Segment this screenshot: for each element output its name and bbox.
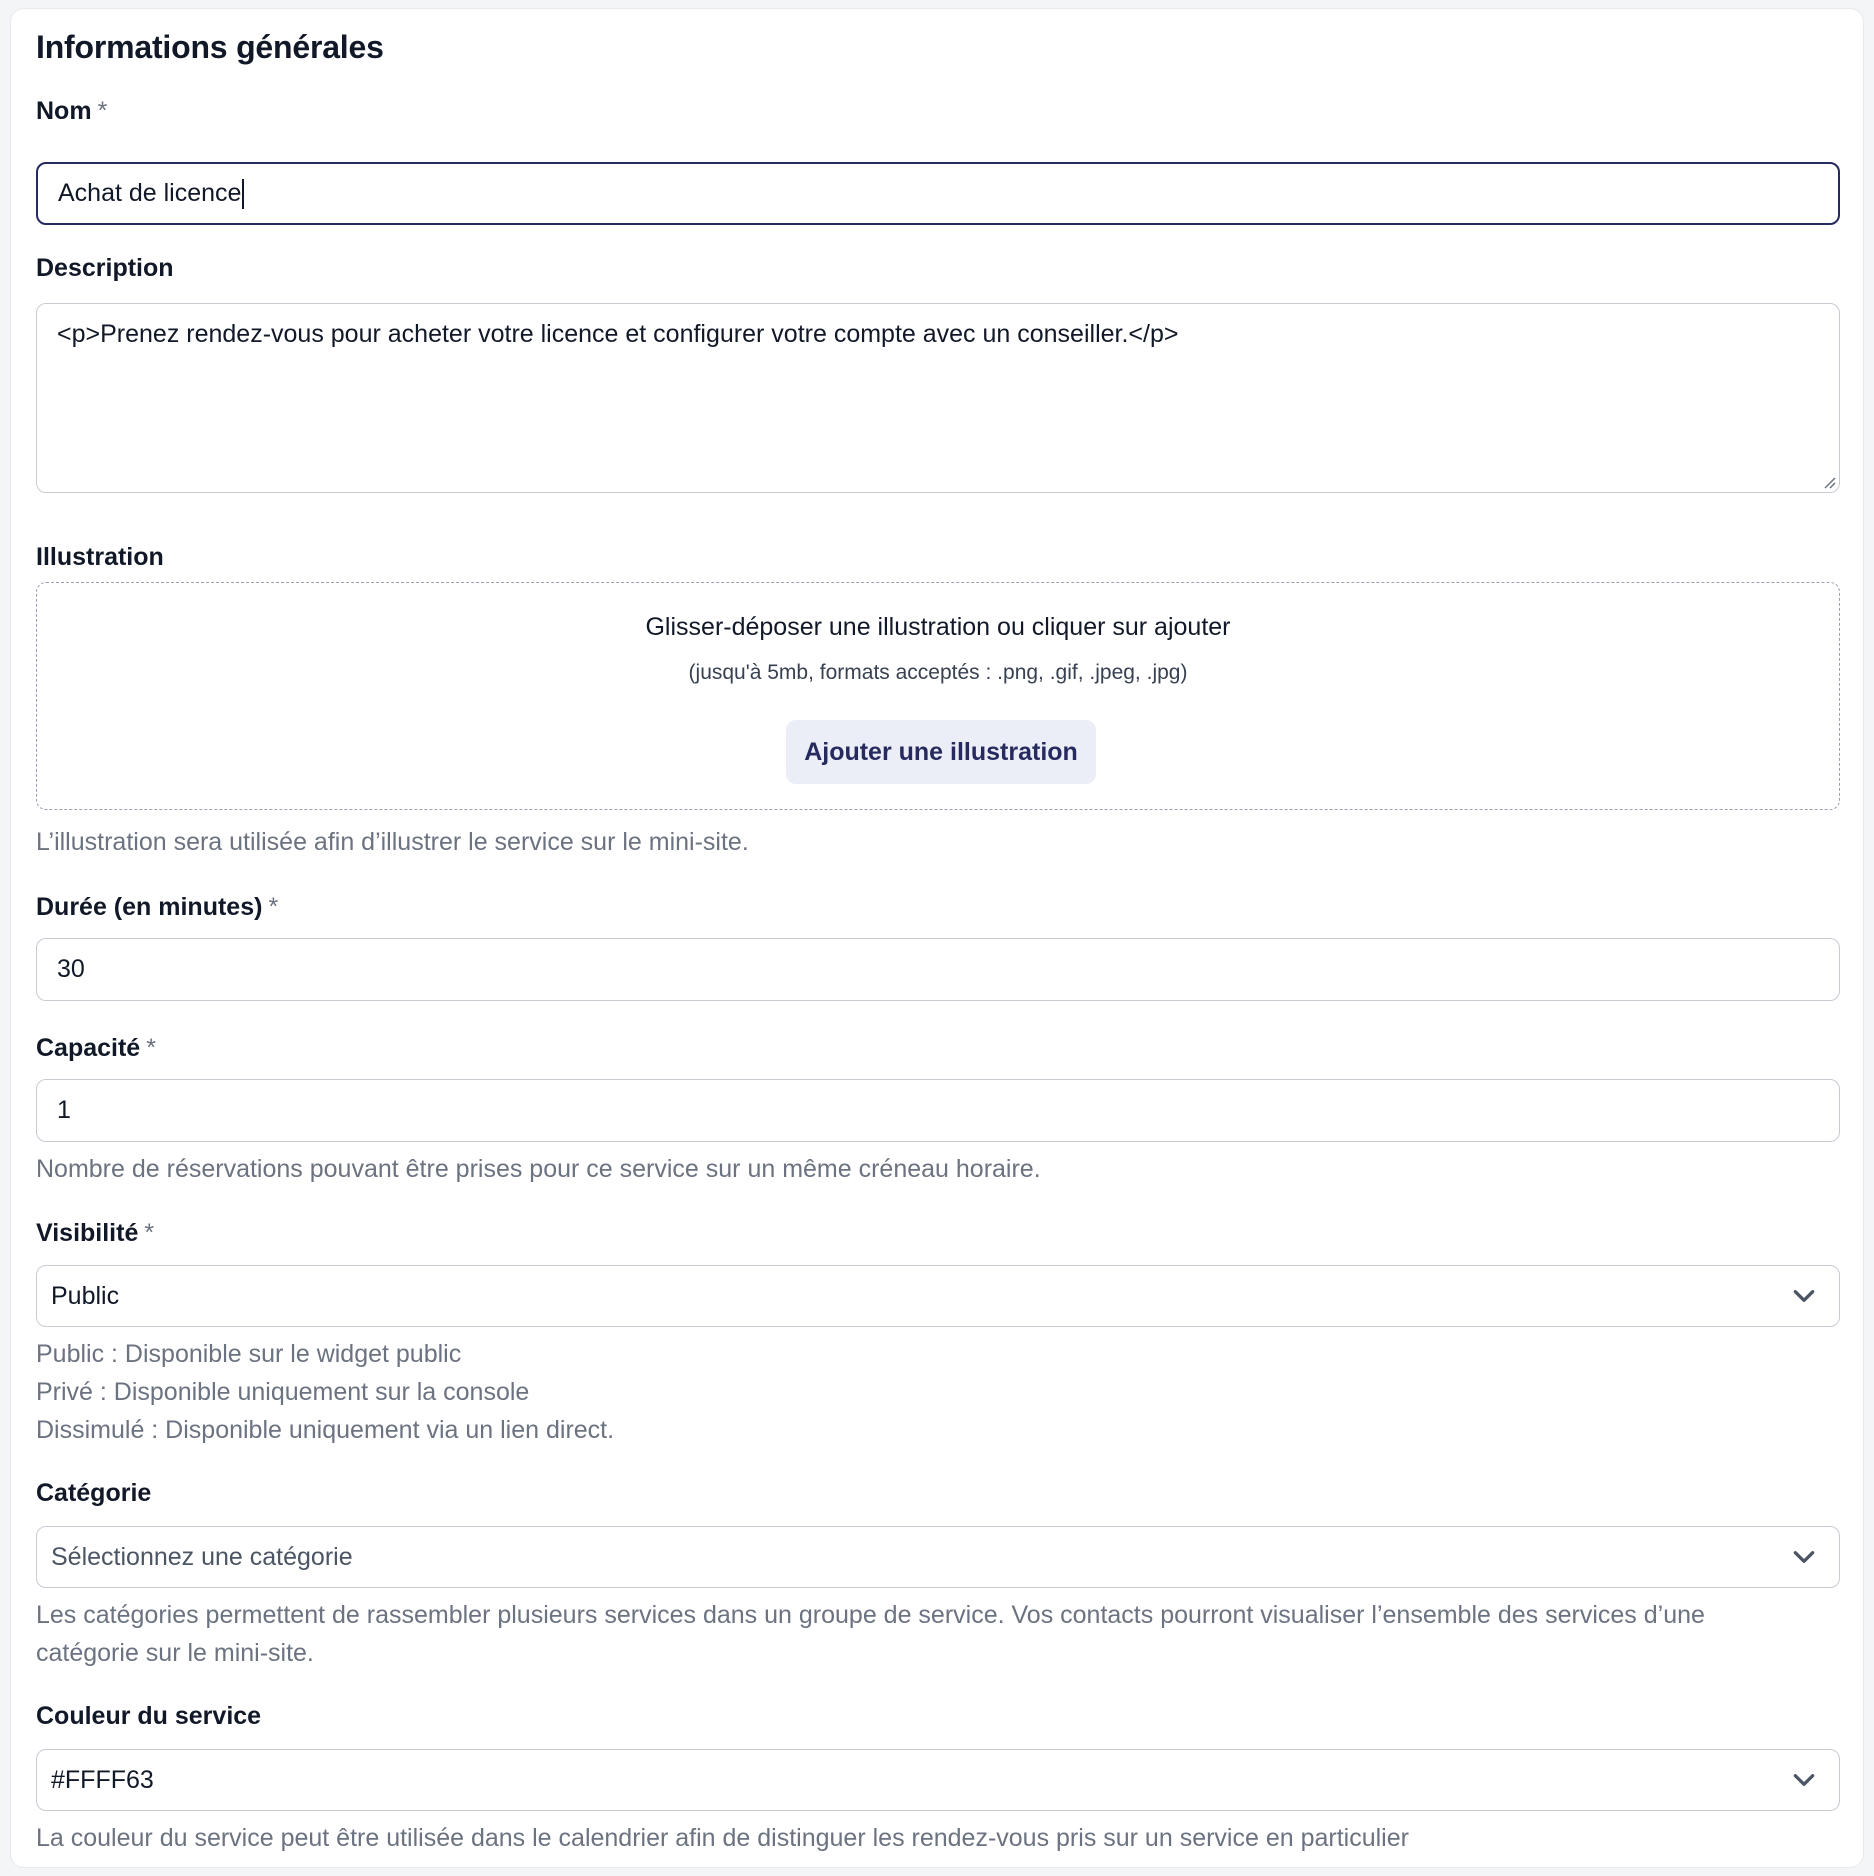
visibilite-selected: Public bbox=[51, 1281, 120, 1310]
capacite-label bbox=[36, 1034, 156, 1063]
duree-label bbox=[36, 893, 278, 922]
capacite-input-value: 1 bbox=[57, 1096, 71, 1124]
couleur-label: Couleur du service bbox=[36, 1702, 262, 1730]
capacite-help: Nombre de réservations pouvant être prises pour ce service sur un même créneau horaire. bbox=[36, 1155, 1041, 1183]
nom-label-text: Nom bbox=[36, 97, 92, 125]
section-title: Informations générales bbox=[36, 29, 384, 65]
illustration-label: Illustration bbox=[36, 543, 164, 571]
illustration-help: L’illustration sera utilisée afin d’illustrer le service sur le mini-site. bbox=[36, 828, 749, 856]
dropzone-title: Glisser-déposer une illustration ou cliquer sur ajouter bbox=[645, 613, 1231, 641]
description-textarea[interactable] bbox=[36, 303, 1840, 493]
nom-input-value: Achat de licence bbox=[58, 179, 242, 207]
text-caret bbox=[242, 179, 244, 209]
nom-label bbox=[36, 97, 107, 126]
categorie-label: Catégorie bbox=[36, 1479, 152, 1507]
couleur-selected: #FFFF63 bbox=[51, 1765, 154, 1794]
categorie-placeholder: Sélectionnez une catégorie bbox=[51, 1542, 353, 1571]
couleur-help: La couleur du service peut être utilisée dans le calendrier afin de distinguer les rendez-vous pris sur un service en particulier bbox=[36, 1824, 1409, 1852]
add-illustration-button[interactable]: Ajouter une illustration bbox=[786, 720, 1096, 784]
duree-input-value: 30 bbox=[57, 955, 85, 983]
resize-grip-icon[interactable] bbox=[1822, 475, 1836, 489]
visibilite-help-prive: Privé : Disponible uniquement sur la console bbox=[36, 1378, 530, 1406]
required-marker: * bbox=[144, 1219, 155, 1247]
capacite-input[interactable] bbox=[36, 1079, 1840, 1142]
description-label: Description bbox=[36, 254, 174, 282]
categorie-help: Les catégories permettent de rassembler plusieurs services dans un groupe de service. Vos contacts pourront visualiser l’ensemble des services d’une catégorie sur le mini-site. bbox=[36, 1601, 1705, 1667]
description-value: <p>Prenez rendez-vous pour acheter votre licence et configurer votre compte avec un conseiller.</p> bbox=[57, 320, 1179, 348]
duree-input[interactable] bbox=[36, 938, 1840, 1001]
categorie-select[interactable] bbox=[36, 1526, 1840, 1588]
required-marker: * bbox=[268, 893, 279, 921]
general-info-card bbox=[10, 8, 1864, 1868]
chevron-down-icon bbox=[1791, 1767, 1817, 1793]
duree-label-text: Durée (en minutes) bbox=[36, 893, 263, 921]
couleur-select[interactable] bbox=[36, 1749, 1840, 1811]
required-marker: * bbox=[97, 97, 108, 125]
visibilite-label-text: Visibilité bbox=[36, 1219, 139, 1247]
chevron-down-icon bbox=[1791, 1283, 1817, 1309]
visibilite-help bbox=[36, 1335, 614, 1449]
visibilite-help-public: Public : Disponible sur le widget public bbox=[36, 1340, 462, 1368]
visibilite-select[interactable] bbox=[36, 1265, 1840, 1327]
capacite-label-text: Capacité bbox=[36, 1034, 141, 1062]
illustration-dropzone[interactable] bbox=[36, 582, 1840, 810]
visibilite-label bbox=[36, 1219, 154, 1248]
chevron-down-icon bbox=[1791, 1544, 1817, 1570]
dropzone-hint: (jusqu'à 5mb, formats acceptés : .png, .gif, .jpeg, .jpg) bbox=[688, 661, 1188, 684]
nom-input[interactable] bbox=[36, 162, 1840, 225]
visibilite-help-dissimule: Dissimulé : Disponible uniquement via un lien direct. bbox=[36, 1416, 615, 1444]
required-marker: * bbox=[146, 1034, 156, 1062]
